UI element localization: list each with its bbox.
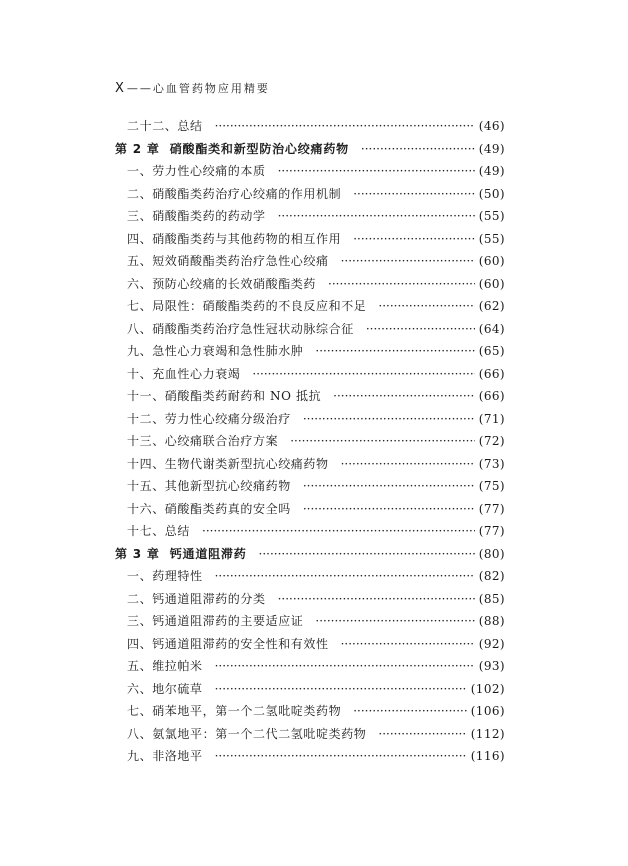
page-number: (60) [478,254,505,268]
page-number: (106) [470,704,505,718]
toc-section-entry [115,342,505,365]
page-number: (55) [478,231,505,246]
dot-leader [303,412,475,426]
dot-leader [303,479,475,493]
section-title: 十五、其他新型抗心绞痛药物 [127,479,291,493]
chapter-number: 第 2 章 [115,141,160,156]
section-title: 八、硝酸酯类药治疗急性冠状动脉综合征 [127,321,354,336]
section-title: 十四、生物代谢类新型抗心绞痛药物 [127,456,329,471]
section-title: 十七、总结 [127,524,191,538]
dot-leader [378,727,466,741]
dot-leader [315,614,474,628]
page-number: (88) [478,614,505,628]
toc-section-entry [115,162,505,185]
page-number-roman: X [115,81,124,96]
toc-section-entry [115,275,505,298]
section-title: 十、充血性心力衰竭 [127,366,241,381]
dot-leader [353,187,475,201]
toc-section-entry [115,612,505,635]
page-number: (82) [478,569,505,583]
toc-section-entry [115,657,505,680]
page-number: (85) [478,591,505,606]
toc-section-entry [115,432,505,455]
page-number: (55) [478,209,505,223]
section-title: 五、维拉帕米 [127,659,203,673]
section-title: 三、硝酸酯类药的药动学 [127,209,266,223]
page-number: (49) [478,141,505,156]
dot-leader [215,569,475,583]
toc-section-entry [115,320,505,343]
toc-section-entry [115,725,505,748]
dot-leader [361,142,475,156]
toc-section-entry [115,680,505,703]
section-title: 十六、硝酸酯类药真的安全吗 [127,501,291,516]
book-title: ——心血管药物应用精要 [126,82,270,95]
toc-section-entry [115,500,505,523]
dot-leader [290,434,475,448]
toc-section-entry [115,207,505,230]
toc-section-entry [115,455,505,478]
page-number: (65) [478,344,505,358]
dot-leader [303,502,475,516]
section-title: 一、药理特性 [127,569,203,583]
section-title: 二、钙通道阻滞药的分类 [127,591,266,606]
page-number: (49) [478,164,505,178]
toc-section-entry [115,567,505,590]
section-title: 九、非洛地平 [127,749,203,763]
page-number: (92) [478,636,505,651]
dot-leader [341,254,475,268]
toc-chapter-entry [115,545,505,568]
section-title: 四、硝酸酯类药与其他药物的相互作用 [127,231,342,246]
page-number: (77) [478,524,505,538]
running-header [115,80,270,96]
dot-leader [353,704,467,718]
dot-leader [278,164,475,178]
page-number: (73) [478,456,505,471]
section-title: 五、短效硝酸酯类药治疗急性心绞痛 [127,254,329,268]
dot-leader [252,367,474,381]
dot-leader [328,277,475,291]
toc-section-entry [115,635,505,658]
toc-section-entry [115,365,505,388]
section-title: 三、钙通道阻滞药的主要适应证 [127,614,304,628]
chapter-number: 第 3 章 [115,546,160,561]
dot-leader [378,299,474,313]
table-of-contents [115,117,505,770]
dot-leader [278,592,475,606]
page-number: (116) [470,749,505,763]
section-title: 七、硝苯地平，第一个二氢吡啶类药物 [127,704,342,718]
dot-leader [215,749,467,763]
dot-leader [333,389,475,403]
page-number: (46) [478,119,505,133]
dot-leader [341,457,475,471]
dot-leader [278,209,475,223]
page-number: (62) [478,299,505,313]
page-number: (102) [470,681,505,696]
section-title: 十一、硝酸酯类药耐药和 NO 抵抗 [127,389,322,403]
toc-section-entry [115,387,505,410]
page-number: (64) [478,321,505,336]
section-title: 十二、劳力性心绞痛分级治疗 [127,411,291,426]
toc-section-entry [115,410,505,433]
section-title: 七、局限性：硝酸酯类药的不良反应和不足 [127,299,367,313]
section-title: 一、劳力性心绞痛的本质 [127,164,266,178]
page-number: (75) [478,479,505,493]
page-number: (71) [478,411,505,426]
dot-leader [315,344,474,358]
section-title: 六、地尔硫草 [127,681,203,696]
page-number: (50) [478,186,505,201]
dot-leader [341,637,475,651]
page-number: (77) [478,501,505,516]
toc-section-entry [115,230,505,253]
toc-section-entry [115,747,505,770]
toc-section-entry [115,252,505,275]
toc-section-entry [115,590,505,613]
page-number: (72) [478,434,505,448]
dot-leader [259,547,475,561]
section-title: 九、急性心力衰竭和急性肺水肿 [127,344,304,358]
section-title: 八、氨氯地平：第一个二代二氢吡啶类药物 [127,726,367,741]
section-title: 十三、心绞痛联合治疗方案 [127,434,279,448]
section-title: 二、硝酸酯类药治疗心绞痛的作用机制 [127,186,342,201]
dot-leader [215,682,467,696]
dot-leader [366,322,475,336]
dot-leader [215,119,475,133]
page-number: (80) [478,546,505,561]
chapter-title: 钙通道阻滞药 [169,546,247,561]
toc-section-entry [115,117,505,140]
section-title: 六、预防心绞痛的长效硝酸酯类药 [127,276,317,291]
toc-section-entry [115,702,505,725]
toc-section-entry [115,297,505,320]
dot-leader [202,524,475,538]
page-number: (66) [478,389,505,403]
page-number: (66) [478,366,505,381]
toc-chapter-entry [115,140,505,163]
page-number: (112) [470,726,505,741]
section-title: 四、钙通道阻滞药的安全性和有效性 [127,636,329,651]
chapter-title: 硝酸酯类和新型防治心绞痛药物 [169,141,349,156]
toc-section-entry [115,522,505,545]
dot-leader [215,659,475,673]
dot-leader [353,232,475,246]
toc-section-entry [115,477,505,500]
page-number: (60) [478,276,505,291]
toc-section-entry [115,185,505,208]
section-title: 二十二、总结 [127,119,203,133]
page-number: (93) [478,659,505,673]
